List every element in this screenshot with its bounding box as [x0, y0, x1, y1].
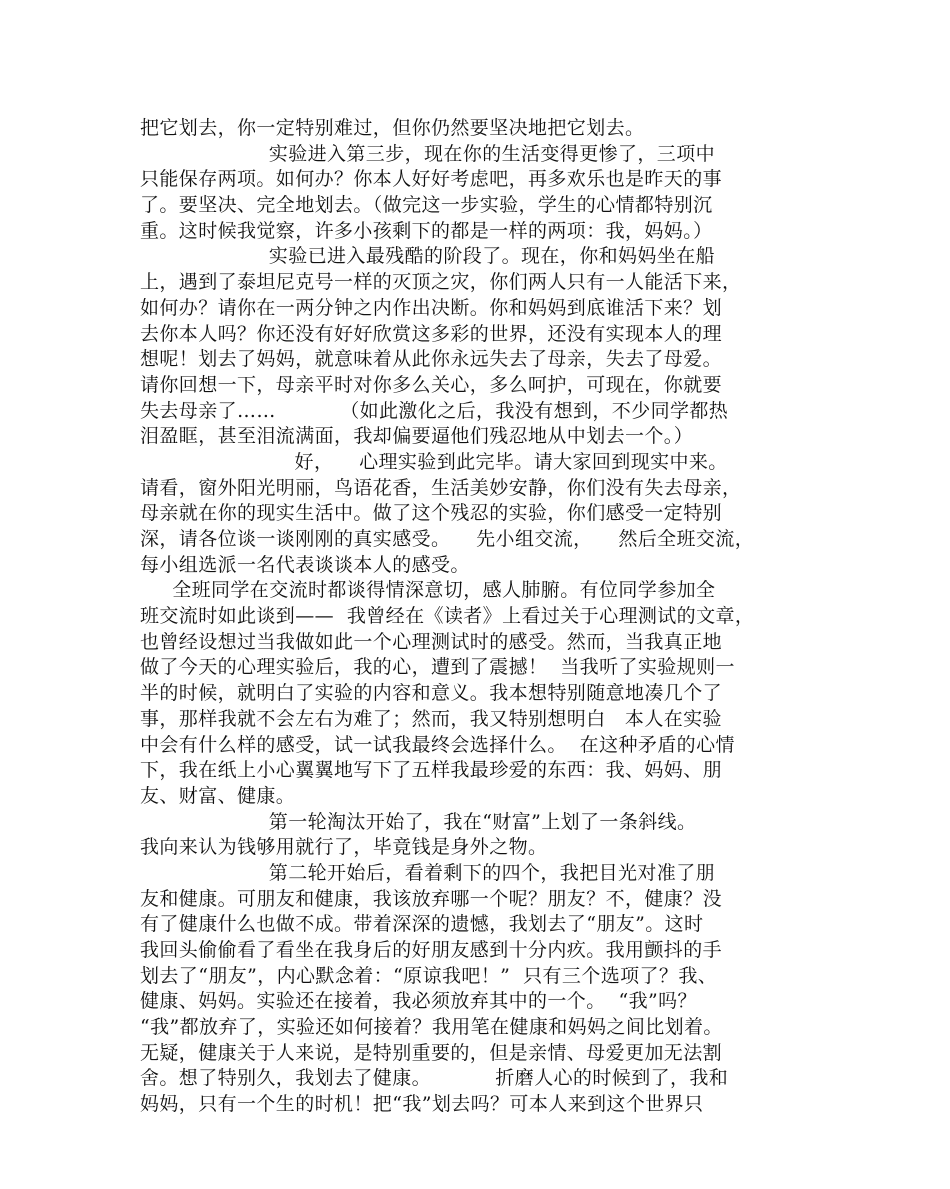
- text-line: 下，我在纸上小心翼翼地写下了五样我最珍爱的东西：我、妈妈、朋: [140, 759, 723, 782]
- text-line: 如何办？请你在一两分钟之内作出决断。你和妈妈到底谁活下来？划: [140, 296, 723, 319]
- text-line: 划去了“朋友”，内心默念着：“原谅我吧！” 只有三个选项了？我、: [140, 964, 718, 987]
- text-line: 了。要坚决、完全地划去。（做完这一步实验，学生的心情都特别沉: [140, 194, 713, 217]
- text-line: 第一轮淘汰开始了，我在“财富”上划了一条斜线。: [140, 810, 697, 833]
- text-line: 上，遇到了泰坦尼克号一样的灭顶之灾，你们两人只有一人能活下来，: [140, 271, 742, 294]
- text-line: 有了健康什么也做不成。带着深深的遗憾，我划去了“朋友”。这时: [140, 913, 704, 936]
- text-line: 我回头偷偷看了看坐在我身后的好朋友感到十分内疚。我用颤抖的手: [140, 939, 723, 961]
- text-line: 每小组选派一名代表谈谈本人的感受。: [140, 553, 470, 576]
- text-line: 泪盈眶，甚至泪流满面，我却偏要逼他们残忍地从中划去一个。）: [140, 425, 694, 448]
- text-line: 深，请各位谈一谈刚刚的真实感受。 先小组交流， 然后全班交流，: [140, 528, 755, 550]
- text-line: 我向来认为钱够用就行了，毕竟钱是身外之物。: [140, 836, 548, 859]
- text-line: 班交流时如此谈到—— 我曾经在《读者》上看过关于心理测试的文章，: [140, 605, 755, 628]
- text-line: 无疑，健康关于人来说，是特别重要的，但是亲情、母爱更加无法割: [140, 1041, 723, 1064]
- text-line: 只能保存两项。如何办？你本人好好考虑吧，再多欢乐也是昨天的事: [140, 168, 723, 191]
- text-line: 母亲就在你的现实生活中。做了这个残忍的实验，你们感受一定特别: [140, 502, 723, 525]
- text-line: 请看，窗外阳光明丽，鸟语花香，生活美妙安静，你们没有失去母亲，: [140, 476, 742, 499]
- text-line: 事，那样我就不会左右为难了；然而，我又特别想明白 本人在实验: [140, 707, 722, 730]
- text-line: 舍。想了特别久，我划去了健康。 折磨人心的时候到了，我和: [140, 1067, 729, 1090]
- text-line: 第二轮开始后，看着剩下的四个，我把目光对准了朋: [140, 861, 715, 884]
- text-line: 请你回想一下，母亲平时对你多么关心，多么呵护，可现在，你就要: [140, 373, 723, 396]
- text-line: 去你本人吗？你还没有好好欣赏这多彩的世界，还没有实现本人的理: [140, 322, 723, 345]
- text-line: 友、财富、健康。: [140, 784, 296, 807]
- text-line: 失去母亲了…… （如此激化之后，我没有想到，不少同学都热: [140, 399, 729, 422]
- text-line: “我”都放弃了，实验还如何接着？我用笔在健康和妈妈之间比划着。: [140, 1016, 723, 1039]
- text-line: 重。这时候我觉察，许多小孩剩下的都是一样的两项：我，妈妈。）: [140, 219, 713, 242]
- document-body: [140, 116, 820, 1118]
- text-line: 把它划去，你一定特别难过，但你仍然要坚决地把它划去。: [140, 117, 645, 139]
- text-line: 实验已进入最残酷的阶段了。现在，你和妈妈坐在船: [140, 245, 715, 268]
- text-line: 想呢！划去了妈妈，就意味着从此你永远失去了母亲，失去了母爱。: [140, 348, 723, 371]
- text-line: 健康、妈妈。实验还在接着，我必须放弃其中的一个。 “我”吗？: [140, 990, 697, 1013]
- text-line: 妈妈，只有一个生的时机！把“我”划去吗？可本人来到这个世界只: [140, 1093, 704, 1116]
- text-line: 做了今天的心理实验后，我的心，遭到了震撼！ 当我听了实验规则一: [140, 656, 735, 679]
- text-line: 好， 心理实验到此完毕。请大家回到现实中来。: [140, 450, 728, 473]
- text-line: 半的时候，就明白了实验的内容和意义。我本想特别随意地凑几个了: [140, 682, 723, 705]
- text-line: 也曾经设想过当我做如此一个心理测试时的感受。然而，当我真正地: [140, 630, 723, 653]
- text-line: 实验进入第三步，现在你的生活变得更惨了，三项中: [140, 142, 715, 165]
- text-line: 全班同学在交流时都谈得情深意切，感人肺腑。有位同学参加全: [140, 579, 716, 602]
- text-line: 友和健康。可朋友和健康，我该放弃哪一个呢？朋友？不，健康？没: [140, 887, 723, 910]
- text-line: 中会有什么样的感受，试一试我最终会选择什么。 在这种矛盾的心情: [140, 733, 735, 756]
